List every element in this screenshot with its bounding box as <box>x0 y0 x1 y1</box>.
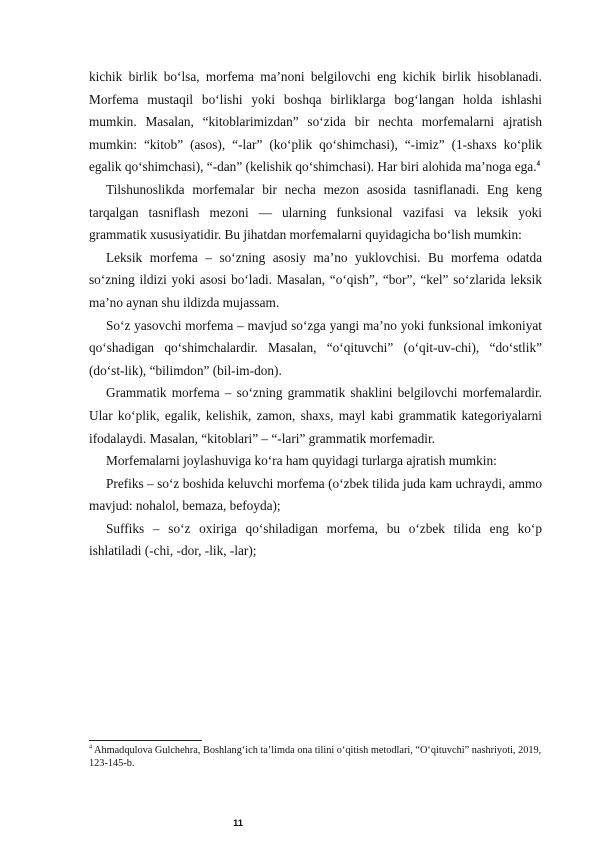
paragraph-1-text: kichik birlik bo‘lsa, morfema ma’noni belgilovchi eng kichik birlik hisoblanadi. Morfema mustaqil bo‘lishi yoki boshqa birliklarga bog‘langan holda ishlashi mumkin. Masalan, “kitoblarimizdan” so‘zida bir nechta morfemalarni ajratish mumkin: “kitob” (asos), “-lar” (ko‘plik qo‘shimchasi), “-imiz” (1-shaxs ko‘plik egalik qo‘shimchasi), “-dan” (kelishik qo‘shimchasi). Har biri alohida ma’noga ega. <box>89 69 542 175</box>
document-body <box>89 66 542 563</box>
paragraph-3: Leksik morfema – so‘zning asosiy ma’no yuklovchisi. Bu morfema odatda so‘zning ildizi yoki asosi bo‘ladi. Masalan, “o‘qish”, “bor”, “kel” so‘zlarida leksik ma’no aynan shu ildizda mujassam. <box>89 249 542 310</box>
paragraph-8: Suffiks – so‘z oxiriga qo‘shiladigan morfema, bu o‘zbek tilida eng ko‘p ishlatiladi (-chi, -dor, -lik, -lar); <box>89 520 542 559</box>
paragraph-6: Morfemalarni joylashuviga ko‘ra ham quyidagi turlarga ajratish mumkin: <box>106 453 497 469</box>
footnotes <box>89 740 542 770</box>
paragraph-5: Grammatik morfema – so‘zning grammatik shaklini belgilovchi morfemalardir. Ular ko‘plik, egalik, kelishik, zamon, shaxs, mayl kabi grammatik kategoriyalarni ifodalaydi. Masalan, “kitoblari” – “-lari” grammatik morfemadir. <box>89 385 542 446</box>
footnote-number: 4 <box>89 744 92 751</box>
footnote-separator <box>89 740 202 741</box>
page-number: 11 <box>232 818 244 829</box>
paragraph-1 <box>89 66 542 179</box>
paragraph-2: Tilshunoslikda morfemalar bir necha mezon asosida tasniflanadi. Eng keng tarqalgan tasniflash mezoni — ularning funksional vazifasi va leksik yoki grammatik xususiyatidir. Bu jihatdan morfemalarni quyidagicha bo‘lish mumkin: <box>89 181 542 243</box>
footnote-4 <box>89 745 542 770</box>
paragraph-7: Prefiks – so‘z boshida keluvchi morfema (o‘zbek tilida juda kam uchraydi, ammo mavjud: nohalol, bemaza, befoyda); <box>89 475 542 514</box>
footnote-reference[interactable]: 4 <box>536 159 541 168</box>
footnote-text: Ahmadqulova Gulchehra, Boshlang‘ich ta’limda ona tilini o‘qitish metodlari, “O‘qituvchi” nashriyoti, 2019, 123-145-b. <box>89 745 542 769</box>
paragraph-4: So‘z yasovchi morfema – mavjud so‘zga yangi ma’no yoki funksional imkoniyat qo‘shadigan qo‘shimchalardir. Masalan, “o‘qituvchi” (o‘qit-uv-chi), “do‘stlik” (do‘st-lik), “bilimdon” (bil-im-don). <box>89 317 542 378</box>
